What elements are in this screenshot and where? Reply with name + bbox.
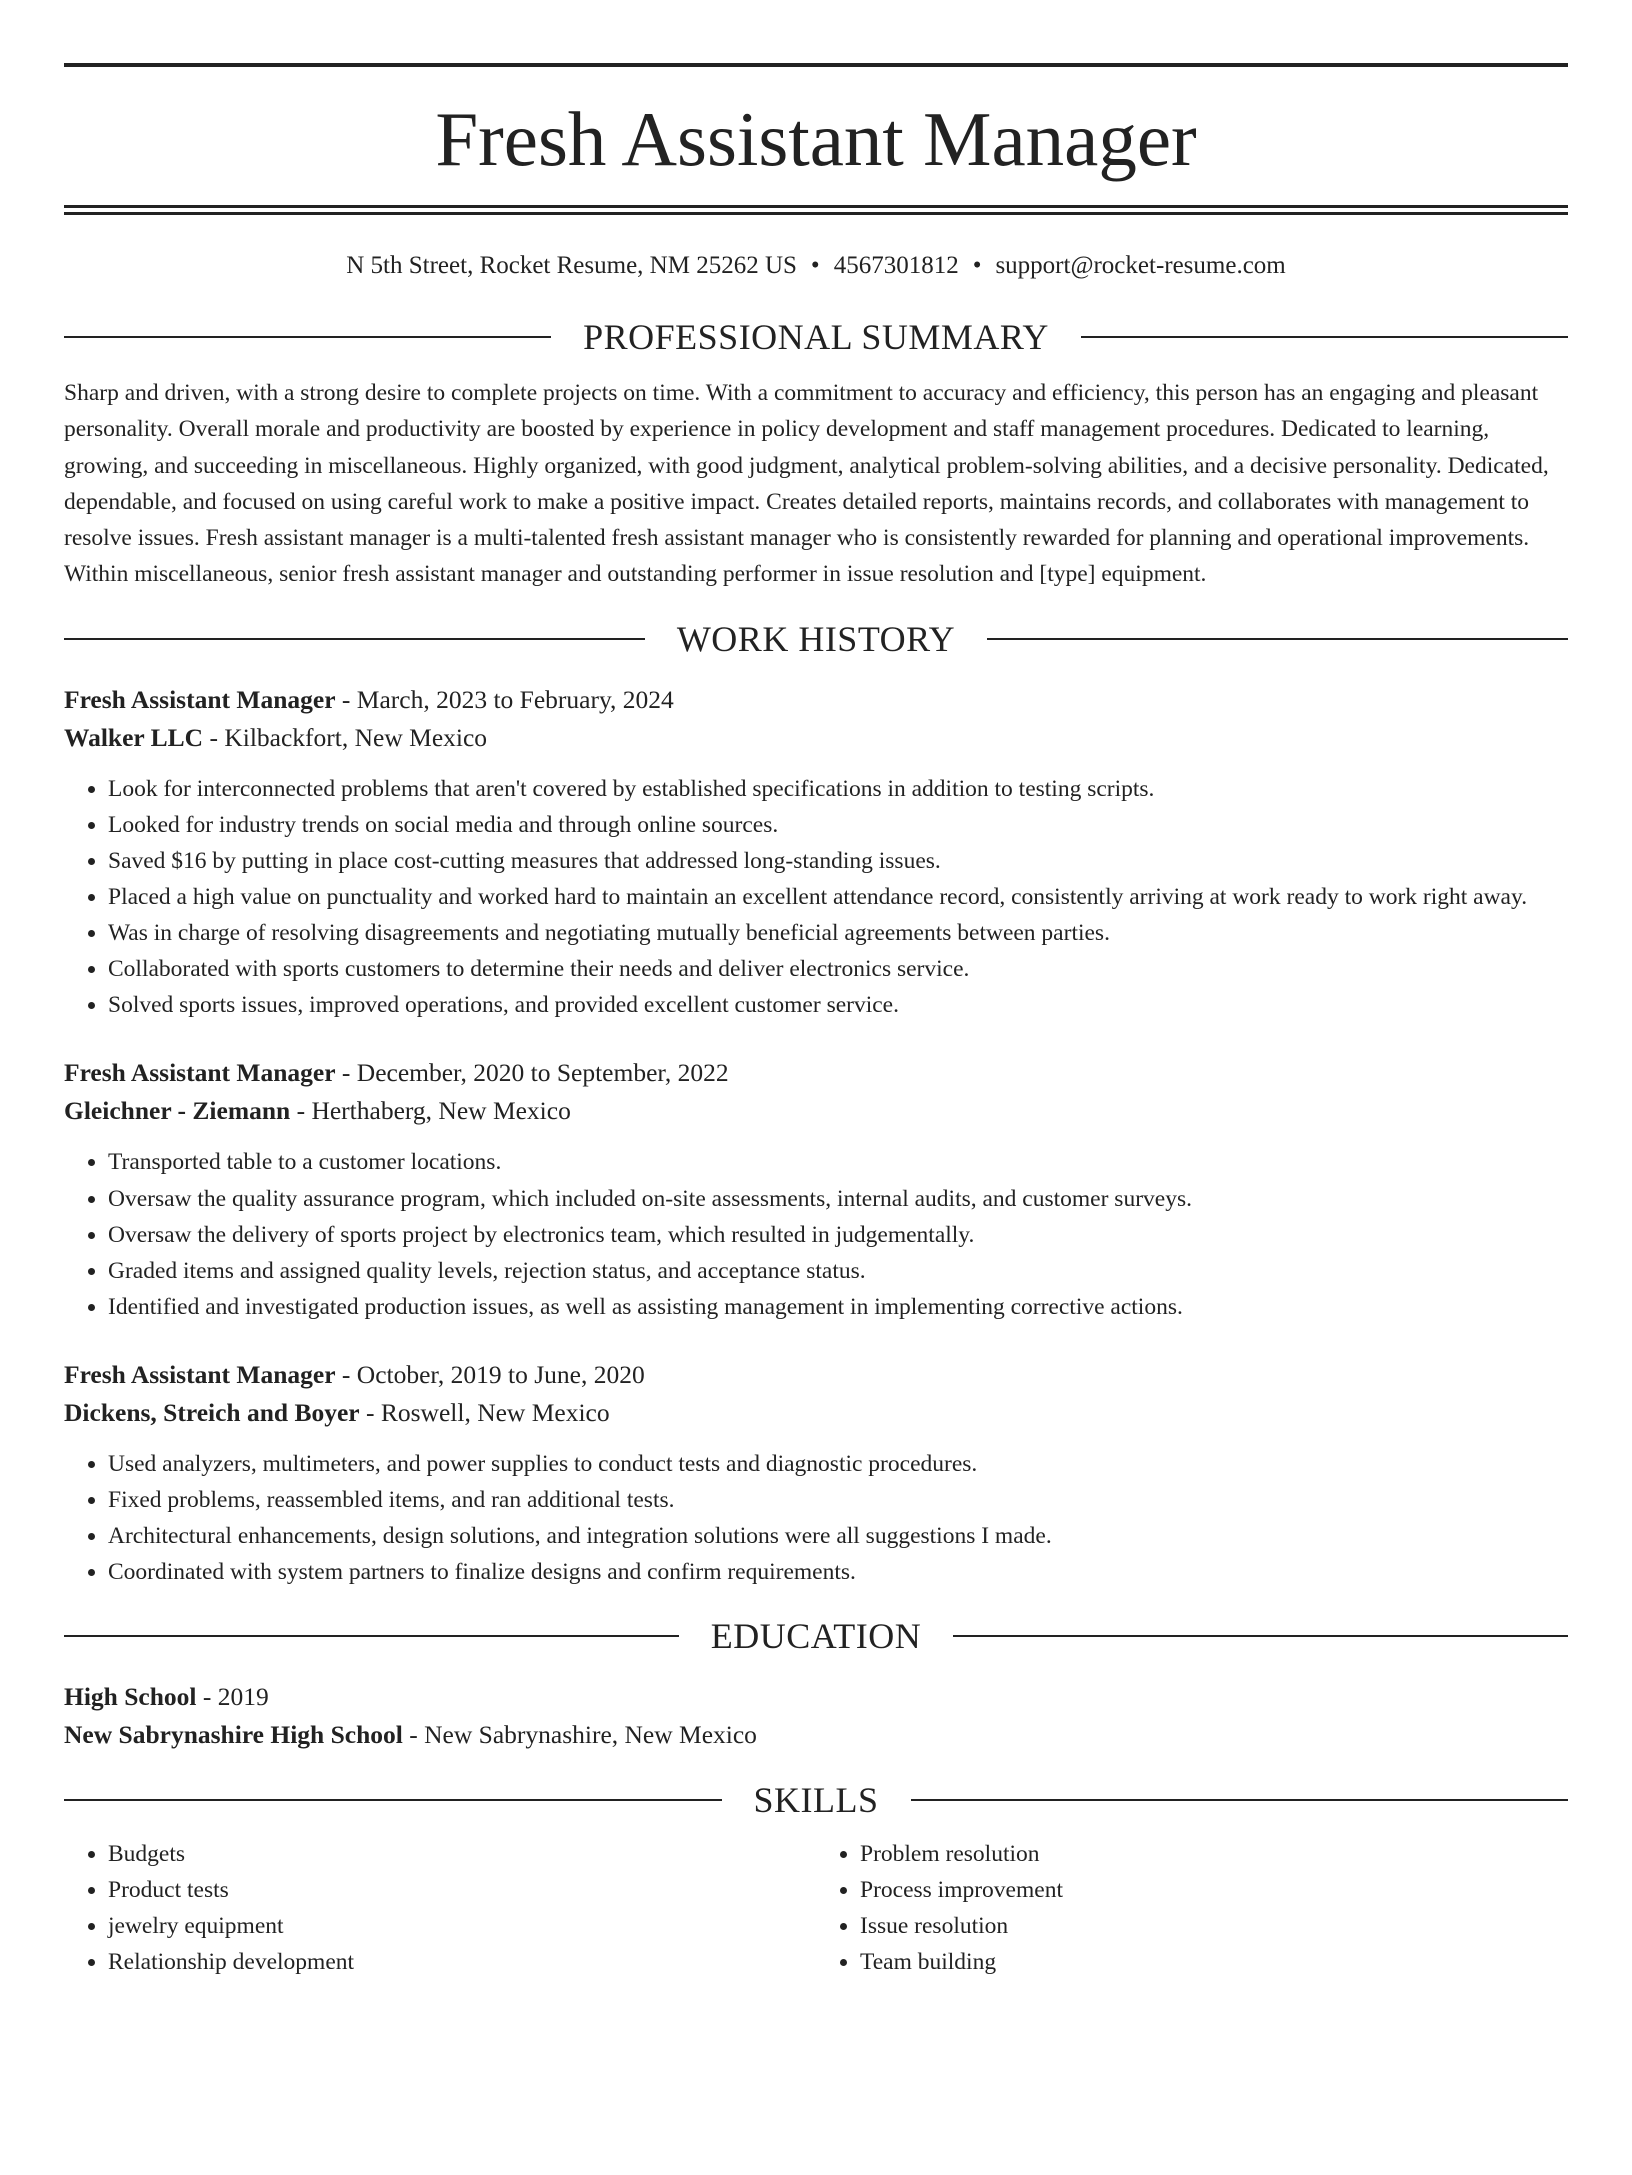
job-bullets [64, 771, 1568, 1024]
contact-line [64, 249, 1568, 283]
school-location: - New Sabrynashire, New Mexico [402, 1720, 757, 1750]
list-item: • Coordinated with system partners to finalize designs and confirm requirements. [108, 1554, 1568, 1590]
separator-dot: • [972, 252, 982, 279]
contact-address: N 5th Street, Rocket Resume, NM 25262 US [346, 252, 797, 279]
skill-item: • Process improvement [860, 1872, 1568, 1908]
job-title: Fresh Assistant Manager [64, 1058, 336, 1088]
list-item: • Placed a high value on punctuality and worked hard to maintain an excellent attendance record, consistently arriving at work ready to work right away. [108, 879, 1568, 915]
degree: High School [64, 1682, 197, 1712]
job-title-line [64, 1054, 1568, 1092]
list-item: • Transported table to a customer locations. [108, 1144, 1568, 1180]
job-title-line [64, 1356, 1568, 1394]
list-item: • Collaborated with sports customers to determine their needs and deliver electronics service. [108, 951, 1568, 987]
skill-item: • Product tests [108, 1872, 816, 1908]
job-location: - Kilbackfort, New Mexico [203, 722, 488, 752]
job-title: Fresh Assistant Manager [64, 684, 336, 714]
job-entry [64, 1356, 1568, 1590]
candidate-name: Fresh Assistant Manager [435, 96, 1197, 182]
job-entry [64, 1054, 1568, 1324]
heading-rule-left [64, 1635, 679, 1637]
job-company: Gleichner - Ziemann [64, 1096, 291, 1126]
heading-rule-right [1081, 336, 1568, 338]
section-title: WORK HISTORY [676, 618, 956, 659]
graduation-year: - 2019 [196, 1682, 269, 1712]
top-rule [64, 63, 1568, 67]
job-dates: - October, 2019 to June, 2020 [335, 1359, 645, 1389]
job-dates: - December, 2020 to September, 2022 [335, 1058, 729, 1088]
list-item: • Saved $16 by putting in place cost-cutting measures that addressed long-standing issues. [108, 843, 1568, 879]
job-location: - Herthaberg, New Mexico [290, 1096, 571, 1126]
summary-heading [64, 319, 1568, 355]
education-entry [64, 1678, 1568, 1754]
skill-item: • Relationship development [108, 1944, 816, 1980]
section-title: EDUCATION [710, 1616, 922, 1657]
job-company-line [64, 719, 1568, 757]
list-item: • Graded items and assigned quality levels, rejection status, and acceptance status. [108, 1253, 1568, 1289]
education-heading [64, 1616, 1568, 1657]
job-company-line [64, 1394, 1568, 1432]
double-rule [64, 205, 1568, 215]
job-company: Dickens, Streich and Boyer [64, 1397, 360, 1427]
contact-email: support@rocket-resume.com [995, 252, 1286, 279]
heading-rule-left [64, 1799, 722, 1801]
job-dates: - March, 2023 to February, 2024 [335, 684, 674, 714]
job-bullets [64, 1446, 1568, 1590]
job-entry [64, 681, 1568, 1024]
skill-item: • Budgets [108, 1836, 816, 1872]
skill-item: • Issue resolution [860, 1908, 1568, 1944]
contact-phone: 4567301812 [833, 252, 959, 279]
job-location: - Roswell, New Mexico [359, 1397, 610, 1427]
heading-rule-right [953, 1635, 1568, 1637]
job-company-line [64, 1092, 1568, 1130]
list-item: • Oversaw the quality assurance program, which included on-site assessments, internal audits, and customer surveys. [108, 1181, 1568, 1217]
skill-item: • jewelry equipment [108, 1908, 816, 1944]
skills-list [64, 1836, 1568, 1980]
job-title-line [64, 681, 1568, 719]
heading-rule-right [911, 1799, 1569, 1801]
list-item: • Used analyzers, multimeters, and power supplies to conduct tests and diagnostic procedures. [108, 1446, 1568, 1482]
list-item: • Fixed problems, reassembled items, and ran additional tests. [108, 1482, 1568, 1518]
list-item: • Looked for industry trends on social media and through online sources. [108, 807, 1568, 843]
degree-line [64, 1678, 1568, 1716]
skills-column-left [64, 1836, 816, 1980]
list-item: • Architectural enhancements, design solutions, and integration solutions were all suggestions I made. [108, 1518, 1568, 1554]
heading-rule-right [987, 638, 1568, 640]
skills-heading [64, 1780, 1568, 1821]
skill-item: • Team building [860, 1944, 1568, 1980]
list-item: • Was in charge of resolving disagreements and negotiating mutually beneficial agreements between parties. [108, 915, 1568, 951]
work-history-heading [64, 618, 1568, 659]
list-item: • Look for interconnected problems that aren't covered by established specifications in addition to testing scripts. [108, 771, 1568, 807]
section-title: SKILLS [753, 1780, 879, 1821]
heading-rule-left [64, 638, 645, 640]
heading-rule-left [64, 336, 551, 338]
skill-item: • Problem resolution [860, 1836, 1568, 1872]
list-item: • Oversaw the delivery of sports project by electronics team, which resulted in judgementally. [108, 1217, 1568, 1253]
summary-text: Sharp and driven, with a strong desire to complete projects on time. With a commitment to accuracy and efficiency, this person has an engaging and pleasant personality. Overall morale and productivity are boosted by experience in policy development and staff management procedures. Dedicated to learning, growing, and succeeding in miscellaneous. Highly organized, with good judgment, analytical problem-solving abilities, and a decisive personality. Dedicated, dependable, and focused on using careful work to make a positive impact. Creates detailed reports, maintains records, and collaborates with management to resolve issues. Fresh assistant manager is a multi-talented fresh assistant manager who is consistently rewarded for planning and operational improvements. Within miscellaneous, senior fresh assistant manager and outstanding performer in issue resolution and [type] equipment. [64, 380, 1549, 588]
section-title: PROFESSIONAL SUMMARY [583, 317, 1049, 357]
job-bullets [64, 1144, 1568, 1324]
job-company: Walker LLC [64, 722, 204, 752]
school-line [64, 1716, 1568, 1754]
list-item: • Identified and investigated production issues, as well as assisting management in implementing corrective actions. [108, 1289, 1568, 1325]
list-item: • Solved sports issues, improved operations, and provided excellent customer service. [108, 987, 1568, 1023]
separator-dot: • [810, 252, 820, 279]
job-title: Fresh Assistant Manager [64, 1359, 336, 1389]
skills-column-right [816, 1836, 1568, 1980]
resume-page [0, 63, 1632, 2175]
school-name: New Sabrynashire High School [64, 1720, 403, 1750]
